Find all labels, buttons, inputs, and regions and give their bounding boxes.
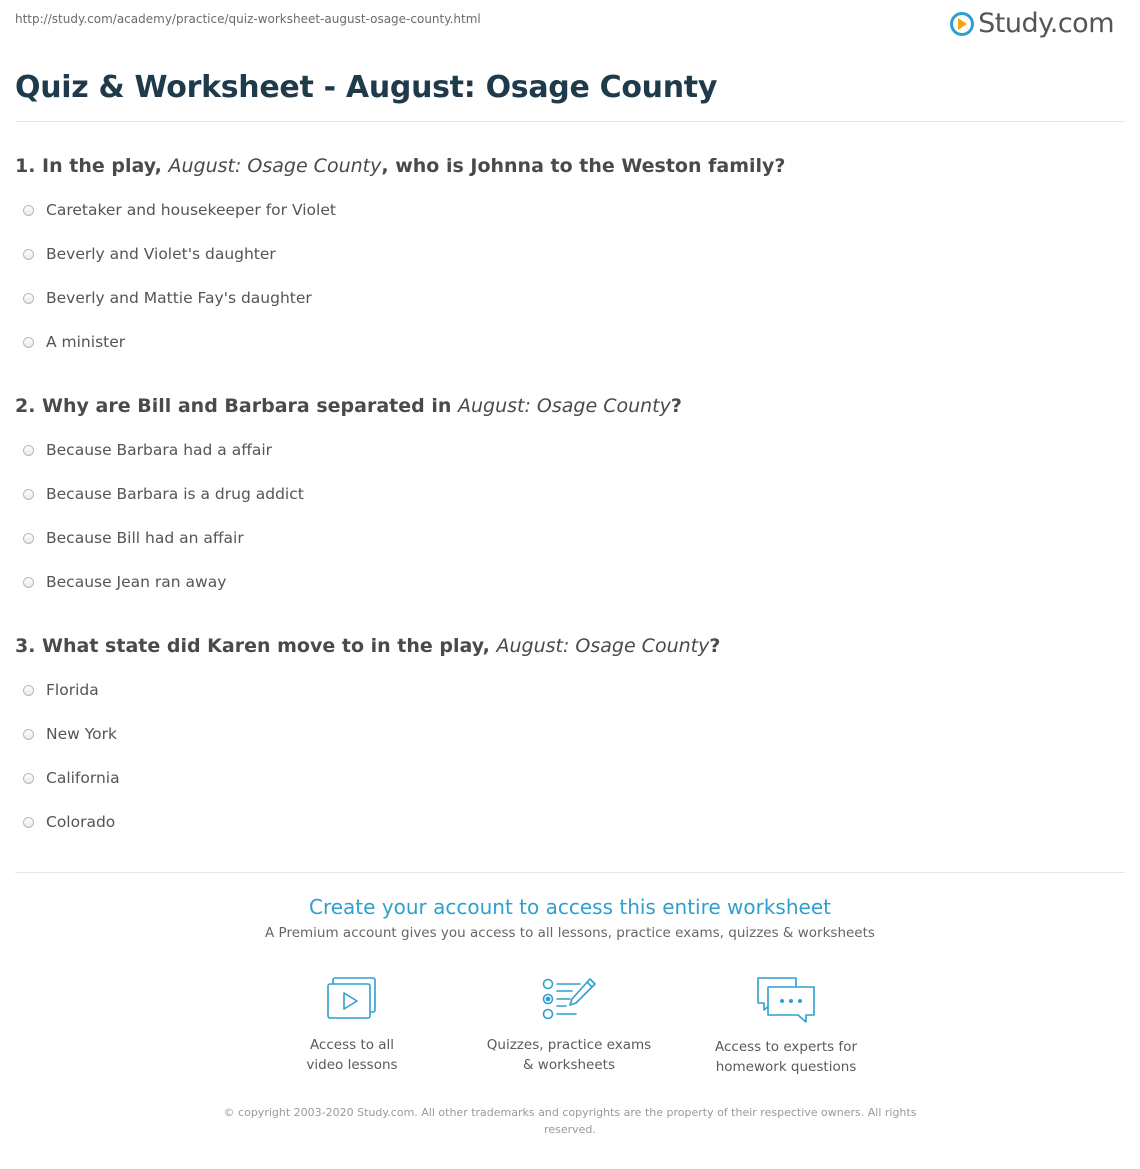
choice-label: A minister bbox=[46, 333, 126, 351]
question-1-choice-3[interactable] bbox=[23, 287, 312, 309]
study-logo[interactable] bbox=[950, 8, 1114, 39]
feature-label-line: video lessons bbox=[306, 1057, 398, 1073]
logo-text: Study.com bbox=[978, 8, 1114, 39]
question-3 bbox=[15, 635, 720, 657]
question-2-title: August: Osage County bbox=[457, 395, 671, 417]
choice-label: Because Jean ran away bbox=[46, 573, 227, 591]
chat-bubbles-icon bbox=[754, 975, 818, 1025]
feature-experts bbox=[676, 975, 896, 1077]
feature-label-line: Access to all bbox=[309, 1037, 395, 1053]
cta-subheading: A Premium account gives you access to all lessons, practice exams, quizzes & worksheets bbox=[265, 925, 875, 941]
page-url[interactable]: http://study.com/academy/practice/quiz-worksheet-august-osage-county.html bbox=[15, 12, 481, 26]
radio-button[interactable] bbox=[23, 489, 34, 500]
choice-label: Colorado bbox=[46, 813, 116, 831]
radio-button[interactable] bbox=[23, 817, 34, 828]
question-2-choice-2[interactable] bbox=[23, 483, 304, 505]
question-2-choice-3[interactable] bbox=[23, 527, 244, 549]
page-title: Quiz & Worksheet - August: Osage County bbox=[15, 70, 718, 105]
radio-button[interactable] bbox=[23, 533, 34, 544]
radio-button[interactable] bbox=[23, 773, 34, 784]
question-3-choice-3[interactable] bbox=[23, 767, 120, 789]
feature-label-line: Access to experts for bbox=[714, 1039, 857, 1055]
copyright-line: reserved. bbox=[544, 1123, 596, 1136]
choice-label: California bbox=[46, 769, 120, 787]
quiz-checklist-icon bbox=[540, 975, 598, 1023]
question-2-choice-1[interactable] bbox=[23, 439, 272, 461]
create-account-link[interactable]: Create your account to access this entire worksheet bbox=[309, 895, 831, 919]
feature-label-line: homework questions bbox=[715, 1059, 857, 1075]
copyright-line: © copyright 2003-2020 Study.com. All other trademarks and copyrights are the property of their respective owners. All rights bbox=[223, 1106, 917, 1119]
choice-label: New York bbox=[46, 725, 117, 743]
question-1-choice-1[interactable] bbox=[23, 199, 336, 221]
radio-button[interactable] bbox=[23, 293, 34, 304]
choice-label: Beverly and Violet's daughter bbox=[46, 245, 276, 263]
question-1-choice-4[interactable] bbox=[23, 331, 125, 353]
top-bar bbox=[0, 0, 1140, 50]
choice-label: Because Barbara is a drug addict bbox=[46, 485, 304, 503]
choice-label: Because Bill had an affair bbox=[46, 529, 244, 547]
question-3-title: August: Osage County bbox=[496, 635, 710, 657]
radio-button[interactable] bbox=[23, 685, 34, 696]
feature-label-line: Quizzes, practice exams bbox=[486, 1037, 652, 1053]
question-2 bbox=[15, 395, 682, 417]
radio-button[interactable] bbox=[23, 729, 34, 740]
question-1 bbox=[15, 155, 785, 177]
radio-button[interactable] bbox=[23, 337, 34, 348]
choice-label: Caretaker and housekeeper for Violet bbox=[46, 201, 336, 219]
choice-label: Beverly and Mattie Fay's daughter bbox=[46, 289, 312, 307]
question-3-prefix: 3. What state did Karen move to in the play, bbox=[15, 635, 497, 657]
radio-button[interactable] bbox=[23, 205, 34, 216]
question-1-suffix: , who is Johnna to the Weston family? bbox=[381, 155, 786, 177]
radio-button[interactable] bbox=[23, 445, 34, 456]
question-1-title: August: Osage County bbox=[168, 155, 382, 177]
radio-button[interactable] bbox=[23, 577, 34, 588]
feature-video-lessons bbox=[242, 975, 462, 1075]
feature-label-line: & worksheets bbox=[522, 1057, 615, 1073]
divider bbox=[15, 121, 1125, 122]
question-3-suffix: ? bbox=[709, 635, 721, 657]
question-2-suffix: ? bbox=[670, 395, 682, 417]
question-1-prefix: 1. In the play, bbox=[15, 155, 169, 177]
question-3-choice-4[interactable] bbox=[23, 811, 115, 833]
question-3-choice-1[interactable] bbox=[23, 679, 99, 701]
question-1-choice-2[interactable] bbox=[23, 243, 276, 265]
copyright-footer bbox=[0, 1104, 1140, 1138]
question-2-prefix: 2. Why are Bill and Barbara separated in bbox=[15, 395, 458, 417]
question-3-choice-2[interactable] bbox=[23, 723, 117, 745]
choice-label: Because Barbara had a affair bbox=[46, 441, 273, 459]
video-lesson-icon bbox=[324, 975, 380, 1023]
question-2-choice-4[interactable] bbox=[23, 571, 226, 593]
divider bbox=[15, 872, 1125, 873]
play-icon bbox=[950, 12, 974, 36]
radio-button[interactable] bbox=[23, 249, 34, 260]
feature-quizzes bbox=[459, 975, 679, 1075]
choice-label: Florida bbox=[46, 681, 99, 699]
